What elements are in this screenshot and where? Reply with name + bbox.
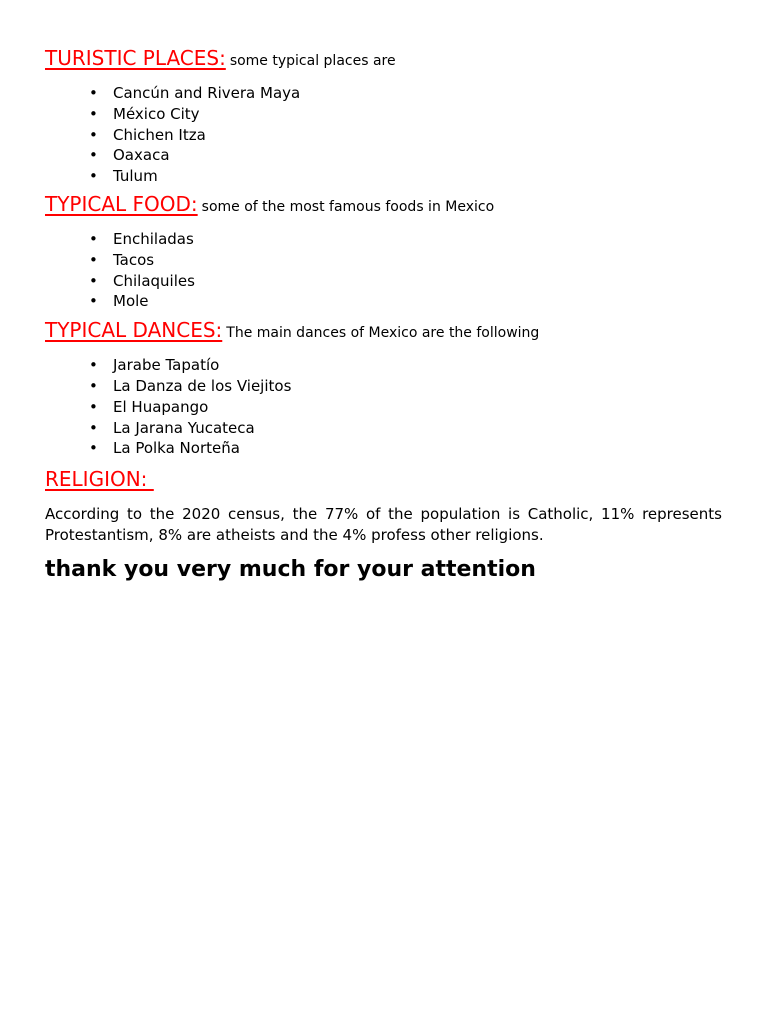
bullet-icon: • bbox=[89, 229, 98, 248]
list-item bbox=[89, 250, 722, 271]
list-item-text: El Huapango bbox=[113, 397, 209, 416]
bullet-icon: • bbox=[89, 292, 98, 311]
section-heading: TYPICAL FOOD: bbox=[45, 191, 198, 216]
list-item bbox=[89, 83, 722, 104]
list-item-text: Mole bbox=[113, 292, 149, 311]
list-item bbox=[89, 376, 722, 397]
bullet-icon: • bbox=[89, 418, 98, 437]
list-item bbox=[89, 271, 722, 292]
bullet-icon: • bbox=[89, 146, 98, 165]
list-item-text: Chichen Itza bbox=[113, 125, 206, 144]
section-turistic-places bbox=[45, 44, 722, 75]
list-item bbox=[89, 166, 722, 187]
section-intro: some typical places are bbox=[229, 53, 396, 69]
list-item bbox=[89, 397, 722, 418]
bullet-icon: • bbox=[89, 271, 98, 290]
list-item-text: Oaxaca bbox=[113, 146, 170, 165]
bullet-icon: • bbox=[89, 397, 98, 416]
bullet-icon: • bbox=[89, 84, 98, 102]
places-list bbox=[45, 83, 722, 187]
list-item bbox=[89, 438, 722, 459]
list-item bbox=[89, 418, 722, 439]
section-typical-dances bbox=[45, 316, 722, 347]
list-item bbox=[89, 125, 722, 146]
religion-paragraph: According to the 2020 census, the 77% of the population is Catholic, 11% represents Protestantism, 8% are atheists and the 4% profess other religions. bbox=[45, 505, 722, 545]
bullet-icon: • bbox=[89, 104, 98, 123]
list-item-text: Chilaquiles bbox=[113, 271, 195, 290]
section-heading: RELIGION: bbox=[45, 467, 154, 492]
bullet-icon: • bbox=[89, 356, 98, 375]
list-item-text: Cancún and Rivera Maya bbox=[113, 84, 301, 102]
document-page bbox=[45, 44, 722, 585]
section-heading: TURISTIC PLACES: bbox=[45, 46, 226, 70]
closing-line: thank you very much for your attention bbox=[45, 557, 536, 583]
list-item bbox=[89, 104, 722, 125]
list-item bbox=[89, 145, 722, 166]
list-item-text: La Polka Norteña bbox=[113, 439, 240, 458]
list-item-text: México City bbox=[113, 104, 200, 123]
list-item-text: Jarabe Tapatío bbox=[113, 356, 220, 375]
section-typical-food bbox=[45, 190, 722, 221]
list-item-text: Enchiladas bbox=[113, 229, 194, 248]
bullet-icon: • bbox=[89, 439, 98, 458]
list-item bbox=[89, 229, 722, 250]
food-list bbox=[45, 229, 722, 312]
list-item bbox=[89, 355, 722, 376]
list-item bbox=[89, 291, 722, 312]
section-intro: The main dances of Mexico are the following bbox=[226, 325, 540, 342]
list-item-text: La Jarana Yucateca bbox=[113, 418, 255, 437]
bullet-icon: • bbox=[89, 250, 98, 269]
list-item-text: Tulum bbox=[113, 167, 158, 186]
list-item-text: Tacos bbox=[113, 250, 155, 269]
section-heading: TYPICAL DANCES: bbox=[45, 318, 223, 343]
section-intro: some of the most famous foods in Mexico bbox=[201, 198, 495, 215]
dances-list bbox=[45, 355, 722, 459]
bullet-icon: • bbox=[89, 125, 98, 144]
bullet-icon: • bbox=[89, 167, 98, 186]
bullet-icon: • bbox=[89, 376, 98, 395]
list-item-text: La Danza de los Viejitos bbox=[113, 376, 292, 395]
section-religion bbox=[45, 465, 722, 495]
